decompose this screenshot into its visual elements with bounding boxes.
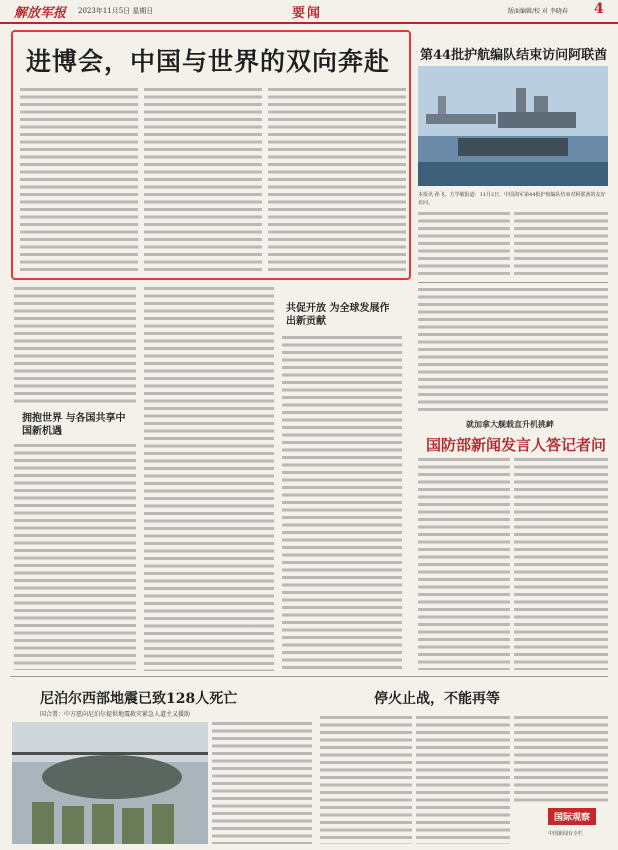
column-sub: 中国新闻有专栏 [548, 831, 584, 837]
column-label: 国际观察 [548, 808, 596, 825]
ceasefire-text-col2 [416, 716, 510, 844]
lead-text-col3b [282, 336, 402, 670]
fleet-divider [418, 282, 608, 283]
lead-text-col1b [14, 287, 136, 407]
lead-headline: 进博会，中国与世界的双向奔赴 [26, 47, 391, 76]
ceasefire-text-col3 [514, 716, 608, 806]
lead-text-col1 [20, 88, 138, 274]
nepal-photo [12, 722, 208, 844]
fleet-more-text [418, 288, 608, 412]
nepal-headline: 尼泊尔西部地震已致128人死亡 [40, 691, 238, 707]
lead-text-col2b [144, 287, 274, 671]
fleet-photo [418, 66, 608, 186]
warship-photo-icon [418, 66, 608, 186]
nepal-subhead: 国合署：中方愿向尼泊尔提供地震救灾紧急人道主义援助 [40, 711, 191, 718]
page-divider [10, 676, 608, 677]
defense-kicker: 就加拿大舰载直升机挑衅 [466, 419, 554, 429]
lead-subhead-1: 拥抱世界 与各国共享中国新机遇 [22, 413, 126, 437]
ceasefire-headline: 停火止战，不能再等 [374, 691, 500, 707]
lead-text-col2 [144, 88, 262, 274]
lead-text-col1c [14, 444, 136, 670]
defense-text-col1 [418, 458, 510, 670]
fleet-text-col2 [514, 212, 608, 276]
newspaper-logo: 解放军报 [14, 6, 67, 21]
issue-date: 2023年11月5日 星期日 [78, 7, 154, 15]
defense-headline: 国防部新闻发言人答记者问 [426, 436, 607, 454]
editors-line: 版面编辑/校 对 李晓春 [508, 8, 568, 15]
lead-subhead-2: 共促开放 为全球发展作出新贡献 [286, 303, 390, 327]
lead-text-col3 [268, 88, 406, 274]
page-number: 4 [594, 1, 604, 17]
section-title: 要闻 [292, 6, 323, 21]
masthead [0, 0, 618, 24]
defense-text-col2 [514, 458, 608, 670]
helicopter-photo-icon [12, 722, 208, 844]
nepal-text [212, 722, 312, 844]
fleet-text-col [418, 212, 510, 276]
fleet-caption: 本报讯 孙飞、方学敏报道：11月2日，中国海军第44批护航编队结束对阿联酋的友好访问。 [418, 192, 606, 206]
fleet-headline: 第44批护航编队结束访问阿联酋 [420, 48, 608, 63]
ceasefire-text-col1 [320, 716, 412, 844]
